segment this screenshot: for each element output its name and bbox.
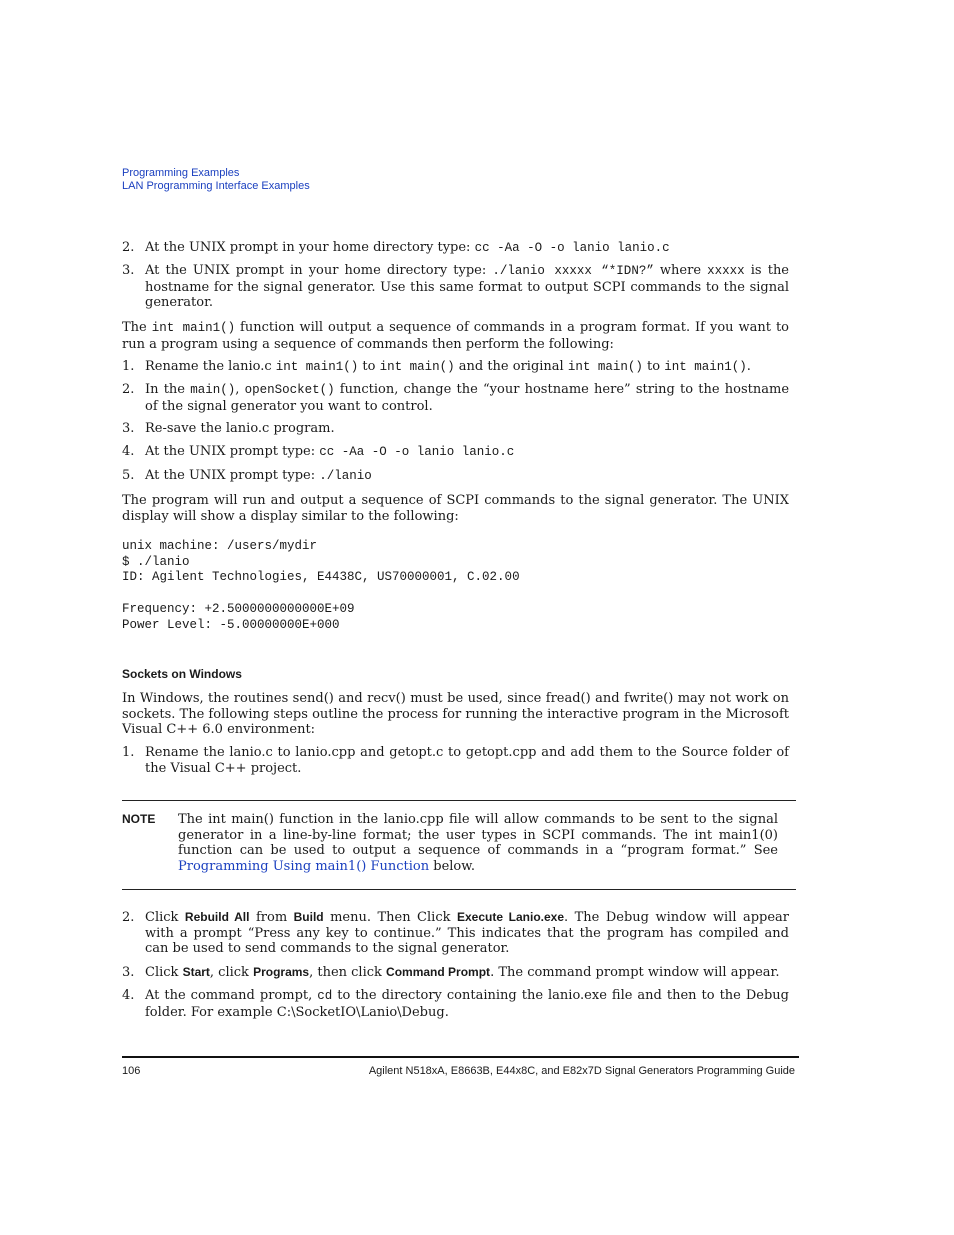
list-text: At the UNIX prompt in your home directory type: — [145, 240, 475, 255]
section-heading: Sockets on Windows — [122, 667, 242, 681]
list-text: Rename the lanio.c — [145, 359, 276, 374]
paragraph-text: The — [122, 320, 152, 335]
list-text: At the UNIX prompt in your home directory type: — [145, 263, 493, 278]
ui-term: Start — [182, 965, 210, 979]
list-text: is the hostname for the signal generator. Use this same format to output SCPI commands to the signal generator. — [145, 263, 790, 310]
list-number: 1. — [122, 359, 135, 374]
ui-term: Programs — [253, 965, 310, 979]
list-text: , click — [209, 965, 254, 980]
inline-code: cc -Aa -O -o lanio lanio.c — [319, 445, 515, 459]
note-body: below. — [429, 858, 475, 874]
list-text: , — [235, 382, 245, 397]
list-number: 2. — [122, 382, 135, 397]
code-output-block: unix machine: /users/mydir $ ./lanio ID: Agilent Technologies, E4438C, US70000001, C.02.00 Frequency: +2.5000000000000E+09 Power Level: -5.00000000E+000 — [122, 539, 520, 632]
inline-code: cc -Aa -O -o lanio lanio.c — [474, 241, 670, 255]
list-number: 3. — [122, 263, 135, 278]
list-text: Rename the lanio.c to lanio.cpp and getopt.c to getopt.cpp and add them to the Source folder of the Visual C++ project. — [145, 745, 789, 776]
paragraph — [122, 320, 789, 352]
inline-code: int main1() — [275, 360, 359, 374]
list-text: Click — [145, 910, 185, 925]
list-text: . The Debug window will appear with a prompt “Press any key to continue.” This indicates that the program has compiled and can be used to send commands to the signal generator. — [145, 910, 789, 956]
inline-code: int main() — [379, 360, 455, 374]
inline-code: xxxxx — [707, 264, 745, 278]
list-text: Click — [145, 965, 183, 980]
list-text: Re-save the lanio.c program. — [145, 421, 335, 436]
list-text: . The command prompt window will appear. — [490, 965, 780, 980]
list-text: menu. Then Click — [323, 910, 457, 925]
list-text: to the directory containing the lanio.exe file and then to the Debug folder. For example C:\SocketIO\Lanio\Debug. — [145, 988, 789, 1020]
list-text: . — [746, 359, 751, 374]
list-number: 5. — [122, 468, 135, 483]
list-text: function, change the “your hostname here” string to the hostname of the signal generator you want to control. — [145, 382, 790, 414]
inline-code: cd — [317, 989, 333, 1003]
list-number: 2. — [122, 240, 135, 255]
page-number: 106 — [122, 1065, 141, 1077]
inline-code: openSocket() — [244, 383, 335, 397]
list-number: 4. — [122, 444, 135, 459]
note-top-rule — [122, 800, 796, 801]
note-body: The int main() function in the lanio.cpp file will allow commands to be sent to the signal generator in a line-by-line format; the user types in SCPI commands. The int main1(0) function can be used to output a sequence of commands in a “program format.” See — [178, 812, 778, 858]
footer-rule — [122, 1056, 799, 1058]
note-text — [178, 812, 778, 874]
ui-term: Execute Lanio.exe — [456, 910, 565, 924]
inline-code: int main() — [567, 360, 643, 374]
paragraph: In Windows, the routines send() and recv() must be used, since fread() and fwrite() may not work on sockets. The following steps outline the process for running the interactive program in the Microsoft Visual C++ 6.0 environment: — [122, 691, 789, 737]
list-number: 3. — [122, 965, 135, 980]
list-text: At the command prompt, — [145, 988, 318, 1003]
list-text: and the original — [454, 359, 568, 374]
inline-code: main() — [190, 383, 236, 397]
note-bottom-rule — [122, 889, 796, 890]
list-text: from — [249, 910, 294, 925]
list-text: , then click — [309, 965, 387, 980]
running-header — [122, 167, 310, 192]
ui-term: Build — [293, 910, 324, 924]
list-text: In the — [145, 382, 191, 397]
list-text: At the UNIX prompt type: — [145, 468, 320, 483]
inline-code: int main1() — [664, 360, 747, 374]
list-text: where — [653, 263, 708, 278]
list-text: to — [642, 359, 665, 374]
list-number: 4. — [122, 988, 135, 1003]
paragraph: The program will run and output a sequence of SCPI commands to the signal generator. The UNIX display will show a display similar to the following: — [122, 493, 789, 524]
programming-main1-link[interactable]: Programming Using main1() Function — [178, 858, 430, 874]
list-text: At the UNIX prompt type: — [145, 444, 320, 459]
inline-code: int main1() — [151, 321, 236, 335]
header-link-lan-examples[interactable]: LAN Programming Interface Examples — [122, 179, 310, 192]
ui-term: Command Prompt — [386, 965, 491, 979]
header-link-programming-examples[interactable]: Programming Examples — [122, 167, 240, 179]
list-number: 2. — [122, 910, 135, 925]
ui-term: Rebuild All — [184, 910, 250, 924]
footer-title: Agilent N518xA, E8663B, E44x8C, and E82x7D Signal Generators Programming Guide — [368, 1065, 795, 1077]
inline-code: ./lanio — [319, 469, 372, 483]
list-text: to — [358, 359, 380, 374]
list-number: 1. — [122, 745, 135, 760]
list-number: 3. — [122, 421, 135, 436]
inline-code: ./lanio xxxxx “*IDN?” — [492, 264, 654, 278]
paragraph-text: function will output a sequence of commands in a program format. If you want to run a program using a sequence of commands then perform the following: — [122, 320, 789, 352]
note-label: NOTE — [122, 812, 156, 826]
